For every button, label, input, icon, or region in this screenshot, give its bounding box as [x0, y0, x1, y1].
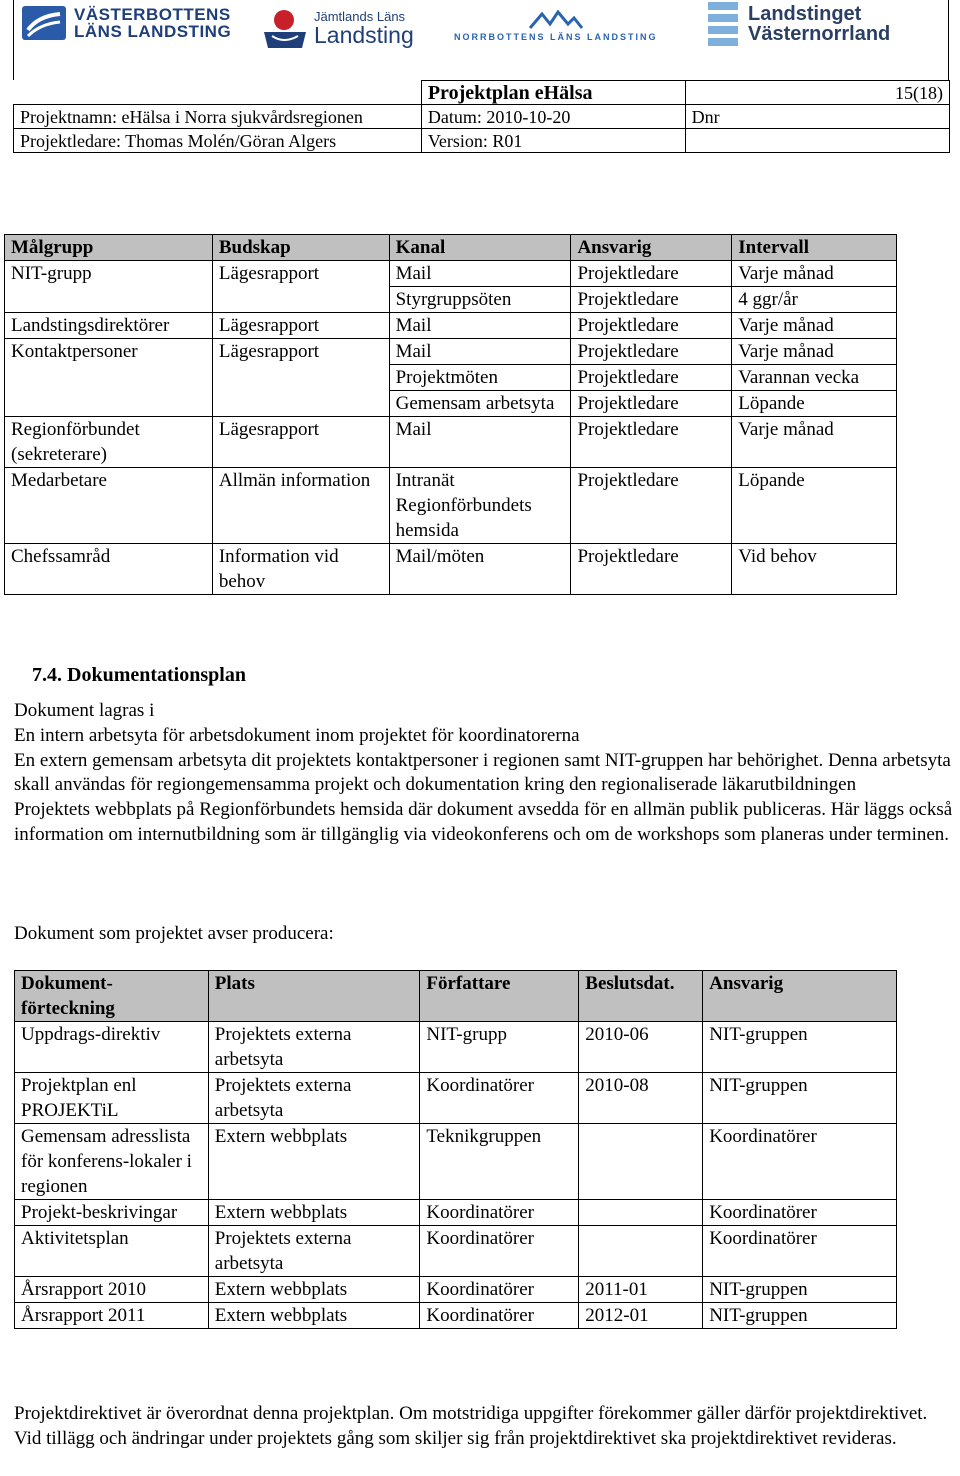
table-cell: Extern webbplats: [208, 1303, 420, 1329]
table-cell: NIT-grupp: [5, 261, 213, 287]
table-cell: Information vid behov: [212, 544, 389, 595]
table-cell: Medarbetare: [5, 468, 213, 544]
table-cell: 2010-06: [579, 1022, 703, 1073]
doc-dnr: Dnr: [685, 105, 949, 129]
table-cell: Lägesrapport: [212, 313, 389, 339]
doc-intro: Dokument som projektet avser producera:: [14, 923, 334, 944]
table-cell: Lägesrapport: [212, 261, 389, 287]
table-cell: 2010-08: [579, 1073, 703, 1124]
table-cell: Regionförbundet (sekreterare): [5, 417, 213, 468]
document-header: [13, 80, 950, 153]
table-cell: Allmän information: [212, 468, 389, 544]
table-cell: [579, 1200, 703, 1226]
vasternorrland-logo: Landstinget Västernorrland: [708, 2, 890, 46]
doc-version: Version: R01: [421, 129, 685, 153]
table-cell: [579, 1124, 703, 1200]
table-cell: NIT-gruppen: [703, 1277, 897, 1303]
table-cell: Koordinatörer: [420, 1073, 579, 1124]
table-cell: Projektplan enl PROJEKTiL: [15, 1073, 209, 1124]
documents-table: [14, 970, 897, 1329]
col-header: Beslutsdat.: [579, 971, 703, 1022]
table-cell: Intranät Regionförbundets hemsida: [389, 468, 571, 544]
project-name: Projektnamn: eHälsa i Norra sjukvårdsregionen: [14, 105, 422, 129]
table-cell: Projektets externa arbetsyta: [208, 1226, 420, 1277]
table-cell: Gemensam adresslista för konferens-lokaler i regionen: [15, 1124, 209, 1200]
col-header: Ansvarig: [571, 235, 732, 261]
table-cell: Extern webbplats: [208, 1200, 420, 1226]
table-cell: Årsrapport 2011: [15, 1303, 209, 1329]
table-cell: Aktivitetsplan: [15, 1226, 209, 1277]
table-cell: Projektledare: [571, 544, 732, 595]
table-cell: Varje månad: [732, 261, 897, 287]
table-cell: Extern webbplats: [208, 1277, 420, 1303]
table-cell: Projektledare: [571, 287, 732, 313]
table-cell: Mail/möten: [389, 544, 571, 595]
table-row: [15, 1303, 897, 1329]
table-row: [5, 468, 897, 544]
col-header: Intervall: [732, 235, 897, 261]
table-row: [5, 313, 897, 339]
table-cell: [5, 391, 213, 417]
table-cell: NIT-gruppen: [703, 1022, 897, 1073]
table-cell: [5, 287, 213, 313]
table-cell: Kontaktpersoner: [5, 339, 213, 365]
col-header: Kanal: [389, 235, 571, 261]
table-cell: Styrgruppsöten: [389, 287, 571, 313]
jamtland-logo: Jämtlands Läns Landsting: [262, 6, 414, 50]
table-cell: Koordinatörer: [420, 1226, 579, 1277]
table-cell: Varje månad: [732, 313, 897, 339]
table-cell: Projektledare: [571, 468, 732, 544]
table-cell: Koordinatörer: [703, 1226, 897, 1277]
table-cell: Projektmöten: [389, 365, 571, 391]
table-cell: [212, 287, 389, 313]
table-cell: Projektledare: [571, 261, 732, 287]
table-cell: Varannan vecka: [732, 365, 897, 391]
table-cell: Projektledare: [571, 391, 732, 417]
table-cell: Lägesrapport: [212, 339, 389, 365]
paragraph: Projektets webbplats på Regionförbundets hemsida där dokument avsedda för en allmän publik publiceras. Här läggs också information om internutbildning som är tillgänglig via videokonferens och om de workshops som planeras under terminen.: [14, 799, 953, 845]
section-heading: 7.4. Dokumentationsplan: [32, 664, 246, 686]
table-cell: Extern webbplats: [208, 1124, 420, 1200]
table-cell: [212, 391, 389, 417]
table-cell: 2012-01: [579, 1303, 703, 1329]
table-cell: Projektledare: [571, 313, 732, 339]
table-row: [5, 261, 897, 287]
table-row: [5, 391, 897, 417]
closing-paragraph: Projektdirektivet är överordnat denna projektplan. Om motstridiga uppgifter förekommer gäller därför projektdirektivet. Vid tillägg och ändringar under projektets gång som skiljer sig från projektdirektivet ska projektdirektivet revideras.: [14, 1403, 928, 1449]
table-cell: Varje månad: [732, 339, 897, 365]
table-cell: Uppdrags-direktiv: [15, 1022, 209, 1073]
table-row: [15, 1226, 897, 1277]
section-body: [14, 699, 958, 848]
table-cell: Mail: [389, 417, 571, 468]
project-leaders: Projektledare: Thomas Molén/Göran Algers: [14, 129, 422, 153]
table-cell: Koordinatörer: [420, 1200, 579, 1226]
table-cell: Koordinatörer: [420, 1277, 579, 1303]
table-cell: Projektledare: [571, 365, 732, 391]
table-cell: Teknikgruppen: [420, 1124, 579, 1200]
table-cell: Koordinatörer: [703, 1200, 897, 1226]
table-cell: Årsrapport 2010: [15, 1277, 209, 1303]
table-row: [5, 339, 897, 365]
table-row: [15, 1277, 897, 1303]
table-cell: Projektledare: [571, 339, 732, 365]
table-cell: NIT-grupp: [420, 1022, 579, 1073]
norrbotten-emblem-icon: [528, 10, 584, 30]
communication-table: [4, 234, 897, 595]
vasterbotten-logo: VÄSTERBOTTENS LÄNS LANDSTING: [22, 6, 231, 40]
table-cell: Projekt-beskrivingar: [15, 1200, 209, 1226]
table-row: [15, 1073, 897, 1124]
table-row: [5, 544, 897, 595]
jamtland-emblem-icon: [262, 6, 308, 50]
table-cell: Chefssamråd: [5, 544, 213, 595]
table-cell: 2011-01: [579, 1277, 703, 1303]
table-row: [15, 1200, 897, 1226]
table-cell: Mail: [389, 339, 571, 365]
table-cell: Mail: [389, 261, 571, 287]
logo-band: [13, 0, 949, 80]
col-header: Plats: [208, 971, 420, 1022]
table-cell: Projektets externa arbetsyta: [208, 1022, 420, 1073]
table-cell: Koordinatörer: [420, 1303, 579, 1329]
table-row: [15, 1124, 897, 1200]
table-cell: Landstingsdirektörer: [5, 313, 213, 339]
table-cell: Lägesrapport: [212, 417, 389, 468]
table-cell: Vid behov: [732, 544, 897, 595]
table-row: [15, 1022, 897, 1073]
paragraph: En extern gemensam arbetsyta dit projektets kontaktpersoner i regionen samt NIT-gruppen har behörighet. Denna arbetsyta skall användas för regiongemensamma projekt och dokumentation kring den regionaliserade läkarutbildningen: [14, 749, 951, 796]
col-header: Ansvarig: [703, 971, 897, 1022]
paragraph: En intern arbetsyta för arbetsdokument inom projektet för koordinatorerna: [14, 724, 580, 746]
table-cell: [579, 1226, 703, 1277]
table-cell: Koordinatörer: [703, 1124, 897, 1200]
table-cell: [5, 365, 213, 391]
table-row: [5, 417, 897, 468]
page-number: 15(18): [685, 81, 949, 105]
table-cell: NIT-gruppen: [703, 1303, 897, 1329]
table-cell: Projektets externa arbetsyta: [208, 1073, 420, 1124]
table-cell: NIT-gruppen: [703, 1073, 897, 1124]
table-row: [5, 287, 897, 313]
table-cell: Gemensam arbetsyta: [389, 391, 571, 417]
table-cell: Löpande: [732, 391, 897, 417]
norrbotten-logo: NORRBOTTENS LÄNS LANDSTING: [454, 10, 658, 42]
table-cell: Mail: [389, 313, 571, 339]
col-header: Författare: [420, 971, 579, 1022]
table-row: [5, 365, 897, 391]
col-header: Dokument-förteckning: [15, 971, 209, 1022]
col-header: Målgrupp: [5, 235, 213, 261]
doc-title: Projektplan eHälsa: [421, 81, 685, 105]
table-cell: Projektledare: [571, 417, 732, 468]
table-cell: Varje månad: [732, 417, 897, 468]
vasternorrland-emblem-icon: [708, 2, 738, 46]
vasterbotten-emblem-icon: [22, 6, 66, 40]
col-header: Budskap: [212, 235, 389, 261]
table-cell: Löpande: [732, 468, 897, 544]
table-cell: 4 ggr/år: [732, 287, 897, 313]
table-cell: [212, 365, 389, 391]
paragraph: Dokument lagras i: [14, 700, 155, 721]
doc-date: Datum: 2010-10-20: [421, 105, 685, 129]
